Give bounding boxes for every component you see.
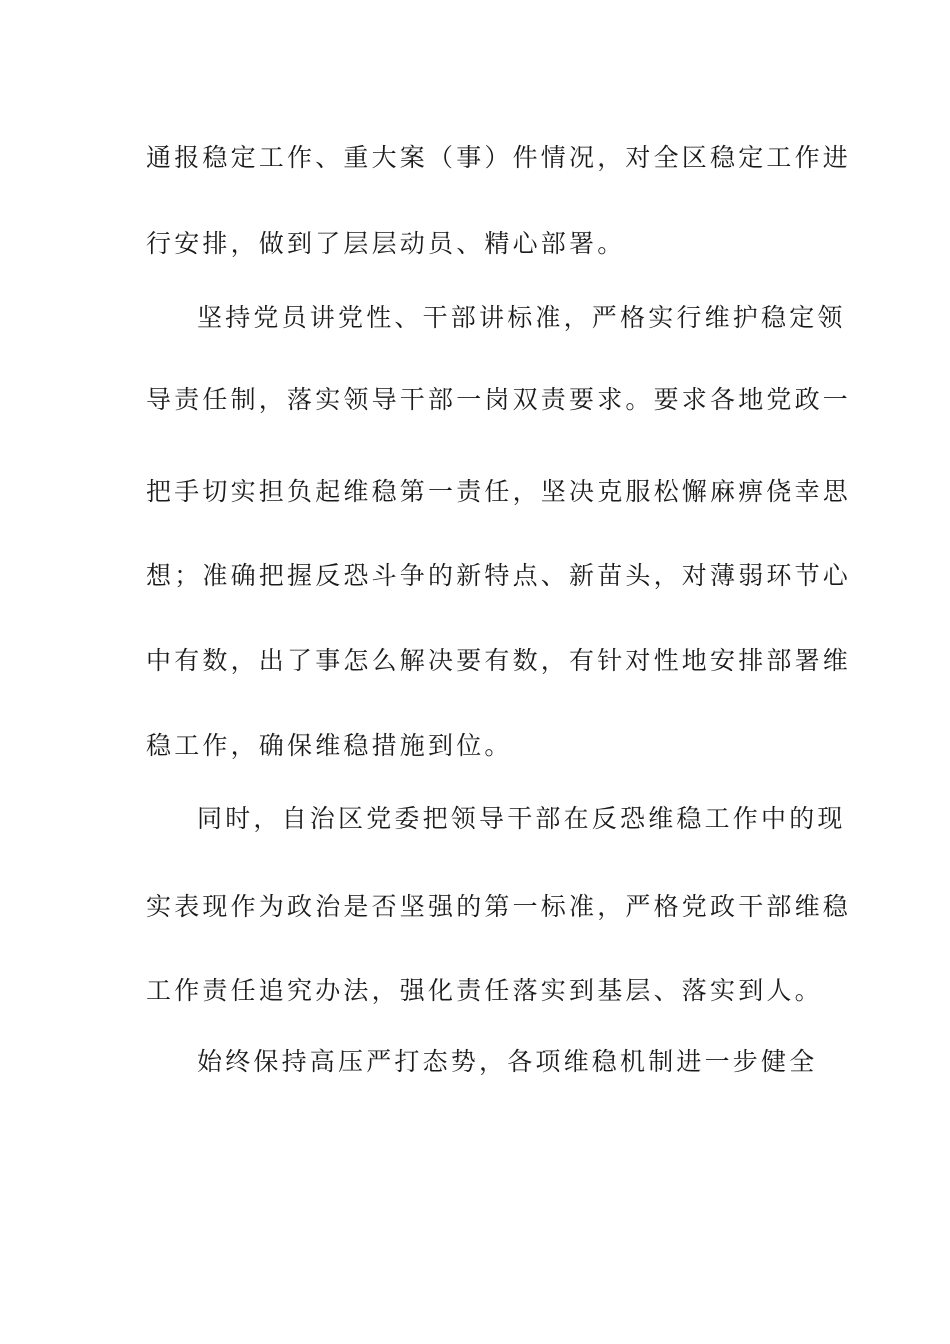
- paragraph-line: 工作责任追究办法，强化责任落实到基层、落实到人。: [146, 976, 823, 1005]
- paragraph-line: 中有数，出了事怎么解决要有数，有针对性地安排部署维: [146, 646, 852, 675]
- paragraph-line: 坚持党员讲党性、干部讲标准，严格实行维护稳定领: [197, 303, 846, 332]
- paragraph-line: 始终保持高压严打态势，各项维稳机制进一步健全: [197, 1047, 818, 1076]
- paragraph-line: 通报稳定工作、重大案（事）件情况，对全区稳定工作进: [146, 143, 852, 172]
- paragraph-line: 行安排，做到了层层动员、精心部署。: [146, 229, 626, 258]
- paragraph-line: 导责任制，落实领导干部一岗双责要求。要求各地党政一: [146, 385, 852, 414]
- paragraph-line: 实表现作为政治是否坚强的第一标准，严格党政干部维稳: [146, 892, 852, 921]
- paragraph-line: 稳工作，确保维稳措施到位。: [146, 731, 513, 760]
- paragraph-line: 同时，自治区党委把领导干部在反恐维稳工作中的现: [197, 804, 846, 833]
- paragraph-line: 把手切实担负起维稳第一责任，坚决克服松懈麻痹侥幸思: [146, 477, 852, 506]
- paragraph-line: 想；准确把握反恐斗争的新特点、新苗头，对薄弱环节心: [146, 561, 852, 590]
